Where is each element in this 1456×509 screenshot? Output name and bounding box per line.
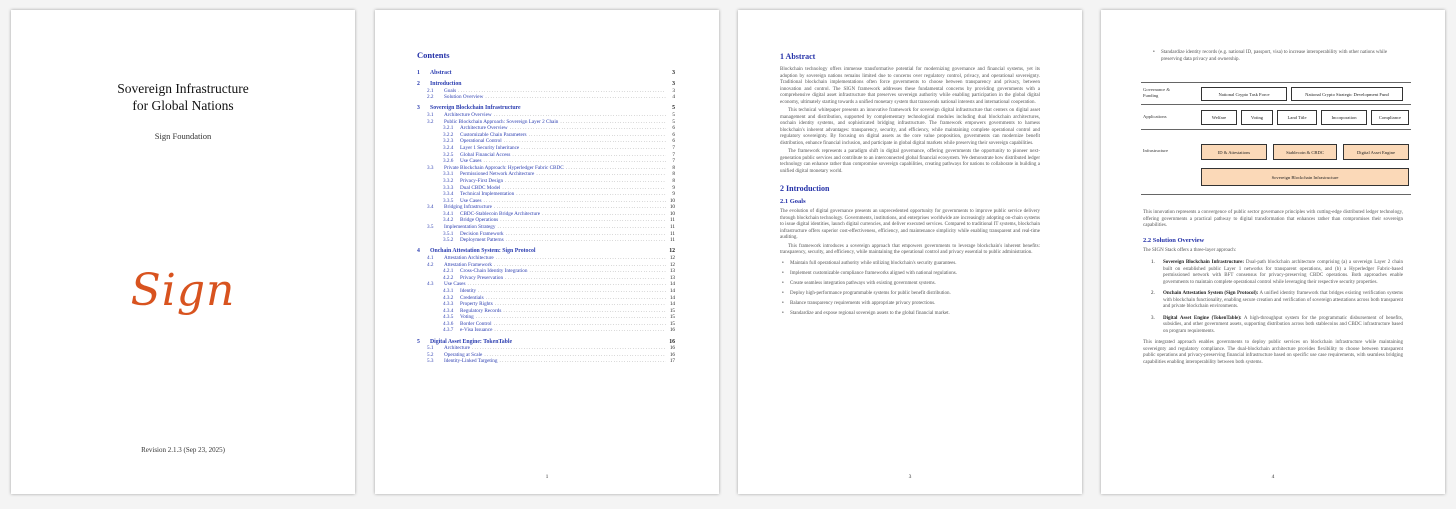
toc-entry-page: 16 xyxy=(669,345,675,352)
toc-leader-dots xyxy=(499,358,666,365)
solution-column xyxy=(1143,210,1403,366)
toc-entry[interactable] xyxy=(417,352,675,359)
toc-entry-page: 16 xyxy=(669,338,675,345)
toc-entry-number: 3.4 xyxy=(427,204,434,211)
toc-entry-title: Use Cases xyxy=(444,281,466,288)
toc-entry-title: Architecture xyxy=(444,345,470,352)
toc-leader-dots xyxy=(494,262,666,269)
toc-entry-page: 11 xyxy=(670,217,675,224)
list-item-text: Dual-path blockchain architecture comprising (a) a sovereign Layer 2 chain built on established public Layer 1 networks for transparent operations, and (b) a Hyperledger Fabric-based permissioned network with BFT consensus for privacy-preserving CBDC operations. Both approaches enable governments to maintain complete operational control while leveraging their respective security properties. xyxy=(1163,260,1403,285)
toc-entry[interactable] xyxy=(417,224,675,231)
toc-entry-page: 9 xyxy=(672,184,675,191)
toc-leader-dots xyxy=(476,314,666,321)
toc-leader-dots xyxy=(504,138,666,145)
toc-entry-number: 3.5.2 xyxy=(443,237,454,244)
page-number: 3 xyxy=(908,474,912,480)
table-of-contents xyxy=(417,70,675,365)
diagram-box-incorporation: Incorporation xyxy=(1321,110,1367,125)
toc-leader-dots xyxy=(484,352,666,359)
toc-entry-number: 3 xyxy=(417,105,420,112)
list-item: • Standardize identity records (e.g. national ID, passport, visa) to increase interoperability with other nations while preserving data privacy and ownership. xyxy=(1151,50,1403,63)
title-block xyxy=(11,80,355,141)
toc-entry-number: 3.2.4 xyxy=(443,144,454,151)
toc-entry-title: Technical Implementation xyxy=(460,191,515,198)
toc-leader-dots xyxy=(483,198,666,205)
toc-entry-title: Attestation Framework xyxy=(444,261,492,268)
abstract-paragraph-1: Blockchain technology offers immense transformative potential for modernizing governance and financial systems, yet its adoption by sovereign nations remains limited due to concerns over regulatory control, privacy, and operational sovereignty. Traditional blockchain implementations often force governments to choose between transparency and privacy, between innovation and control. The SIGN framework addresses these fundamental concerns by providing governments with a comprehensive digital asset infrastructure that preserves sovereign authority while enabling participation in the global digital economy, ultimately starting towards a unified monetary system that transcends national interests and international cooperation. xyxy=(780,67,1040,105)
toc-entry-page: 14 xyxy=(669,281,675,288)
toc-entry-number: 2.1 xyxy=(427,87,434,94)
toc-entry-number: 3.4.1 xyxy=(443,210,454,217)
diagram-box-digital-asset-engine: Digital Asset Engine xyxy=(1343,144,1409,160)
toc-entry-number: 3.5.1 xyxy=(443,230,454,237)
toc-entry-number: 3.2.2 xyxy=(443,131,454,138)
document-author: Sign Foundation xyxy=(154,131,212,141)
toc-entry[interactable] xyxy=(417,327,675,334)
toc-entry-page: 8 xyxy=(672,177,675,184)
toc-entry-number: 3.1 xyxy=(427,111,434,118)
list-item-title: Onchain Attestation System (Sign Protocol): xyxy=(1163,291,1259,296)
toc-entry-title: Privacy Preservation xyxy=(460,274,504,281)
toc-entry-number: 4.3.4 xyxy=(443,307,454,314)
diagram-box-welfare: Welfare xyxy=(1201,110,1237,125)
abstract-page xyxy=(738,10,1082,494)
goals-paragraph-1: The evolution of digital governance presents an unprecedented opportunity for governments to improve public service delivery through blockchain technology. Governments, institutions, and enterprises worldwide are increasingly adopting on-chain systems to issue digital identities, launch digital currencies, and deliver executed services. Compared to traditional IT systems, blockchain infrastructure offers superior cost-effectiveness, efficiency, and maintenance simplicity while enabling transparent and real-time auditing. xyxy=(780,209,1040,240)
toc-entry-page: 6 xyxy=(672,131,675,138)
diagram-box-voting: Voting xyxy=(1241,110,1273,125)
list-item-text: A unified identity framework that bridges existing verification systems with blockchain functionality, enabling secure creation and verification of sovereign attestations across both transparent and private blockchain environments. xyxy=(1163,291,1403,309)
goals-bullet-list xyxy=(780,261,1040,318)
list-item-title: Digital Asset Engine (TokenTable): xyxy=(1163,315,1242,321)
toc-entry-page: 16 xyxy=(669,351,675,358)
closing-paragraph: This integrated approach enables governments to deploy public services on blockchain infrastructure while maintaining sovereignty and regulatory compliance. The dual-blockchain architecture provides flexibility to choose between transparent public operations and privacy-preserving financial infrastructure based on specific use case requirements, with seamless bridging capabilities enabling interoperability between both systems. xyxy=(1143,340,1403,365)
contents-heading: Contents xyxy=(417,50,450,60)
abstract-heading: 1 Abstract xyxy=(780,52,816,61)
toc-entry-number: 5.1 xyxy=(427,345,434,352)
toc-entry-title: Public Blockchain Approach: Sovereign Layer 2 Chain xyxy=(444,118,559,125)
toc-entry[interactable] xyxy=(417,288,675,295)
toc-entry-title: Use Cases xyxy=(460,197,482,204)
top-bullet-list xyxy=(1151,50,1403,63)
toc-entry-title: Attestation Architecture xyxy=(444,254,494,261)
diagram-box-stablecoin-cbdc: Stablecoin & CBDC xyxy=(1273,144,1337,160)
toc-entry-title: Operational Control xyxy=(460,138,502,145)
list-item-number: 1. xyxy=(1151,260,1155,265)
toc-entry-page: 14 xyxy=(669,294,675,301)
toc-leader-dots xyxy=(495,301,666,308)
page-number: 1 xyxy=(545,474,549,480)
toc-leader-dots xyxy=(536,171,666,178)
diagram-box-id-attestations: ID & Attestations xyxy=(1201,144,1267,160)
toc-entry-page: 11 xyxy=(670,237,675,244)
toc-entry-page: 3 xyxy=(672,70,675,76)
goals-paragraph-2: This framework introduces a sovereign approach that empowers governments to leverage blockchain's inherent benefits: transparency, security, and efficiency, while maintaining the operational control and privacy essential to public administration. xyxy=(780,243,1040,255)
toc-entry-number: 3.3.5 xyxy=(443,197,454,204)
goals-heading: 2.1 Goals xyxy=(780,198,806,205)
toc-entry[interactable] xyxy=(417,88,675,95)
toc-entry-page: 10 xyxy=(669,210,675,217)
toc-entry-page: 14 xyxy=(669,287,675,294)
diagram-box-task-force: National Crypto Task Force xyxy=(1201,87,1287,101)
toc-entry-page: 5 xyxy=(672,118,675,125)
diagram-box-sovereign-blockchain: Sovereign Blockchain Infrastructure xyxy=(1201,168,1409,186)
toc-entry-number: 3.4.2 xyxy=(443,217,454,224)
toc-entry[interactable] xyxy=(417,314,675,321)
diagram-box-development-fund: National Crypto Strategic Development Fund xyxy=(1291,87,1403,101)
toc-entry-number: 3.3 xyxy=(427,164,434,171)
toc-entry[interactable] xyxy=(417,138,675,145)
toc-entry[interactable] xyxy=(417,262,675,269)
abstract-paragraph-3: The framework represents a paradigm shift in digital governance, offering governments the opportunity to pioneer next-generation public services and contribute to an interconnected global financial ecosystem. We demonstrate how distributed ledger technology can enhance rather than compromise sovereign capabilities, creating pathways for nations to collaborate in building a unified digital monetary world. xyxy=(780,149,1040,174)
toc-entry-number: 3.5 xyxy=(427,224,434,231)
list-item-number: 2. xyxy=(1151,291,1155,296)
toc-entry[interactable] xyxy=(417,211,675,218)
toc-entry-page: 3 xyxy=(672,87,675,94)
toc-entry[interactable] xyxy=(417,94,675,101)
toc-entry[interactable] xyxy=(417,119,675,126)
toc-entry-page: 14 xyxy=(669,301,675,308)
toc-entry[interactable] xyxy=(417,204,675,211)
toc-entry-title: Architecture Overview xyxy=(460,125,508,132)
diagram-divider xyxy=(1141,82,1411,83)
toc-entry-title: Voting xyxy=(460,314,474,321)
toc-entry-title: e-Visa Issuance xyxy=(460,327,493,334)
toc-leader-dots xyxy=(497,224,666,231)
toc-entry[interactable] xyxy=(417,178,675,185)
toc-entry-title: Credentials xyxy=(460,294,484,301)
toc-entry-page: 13 xyxy=(669,274,675,281)
abstract-paragraph-2: This technical whitepaper presents an innovative framework for sovereign digital infrastructure that centers on digital asset management and distribution, supported by complementary technological modules including dual blockchain architectures, onchain identity systems, and sophisticated bridging infrastructure. The framework empowers governments to harness blockchain's inherent advantages: transparency, security, and efficiency, while maintaining complete operational control and regulatory sovereignty. By focusing on digital assets as the core value proposition, governments can modernize benefit distribution, enhance financial inclusion, and participate in global digital markets while preserving their sovereign capabilities. xyxy=(780,108,1040,146)
list-item-text: A high-throughput system for the programmatic disbursement of benefits, subsidies, and other government assets, supporting distribution across both stablecoins and CBDC infrastructure based on program requirements. xyxy=(1163,315,1403,334)
toc-entry-title: Identity-Linked Targeting xyxy=(444,358,498,365)
toc-entry-page: 9 xyxy=(672,191,675,198)
toc-leader-dots xyxy=(505,275,666,282)
toc-entry[interactable] xyxy=(417,158,675,165)
toc-entry-number: 5 xyxy=(417,338,420,345)
toc-entry[interactable] xyxy=(417,105,675,112)
toc-leader-dots xyxy=(500,217,666,224)
toc-entry[interactable] xyxy=(417,185,675,192)
list-item-number: 3. xyxy=(1151,315,1155,321)
toc-leader-dots xyxy=(521,145,666,152)
toc-entry[interactable] xyxy=(417,125,675,132)
toc-entry-page: 7 xyxy=(672,144,675,151)
toc-entry-page: 12 xyxy=(669,261,675,268)
toc-entry-title: Border Control xyxy=(460,320,492,327)
toc-entry[interactable] xyxy=(417,268,675,275)
toc-entry-title: Bridging Infrastructure xyxy=(444,204,492,211)
toc-leader-dots xyxy=(494,112,666,119)
toc-entry-number: 3.3.2 xyxy=(443,177,454,184)
toc-entry-page: 7 xyxy=(672,158,675,165)
diagram-row-label-governance: Governance & Funding xyxy=(1143,87,1170,98)
toc-entry-title: Abstract xyxy=(430,70,452,76)
solution-numbered-list xyxy=(1143,260,1403,335)
solution-intro: The SIGN Stack offers a three-layer approach: xyxy=(1143,247,1237,253)
toc-entry-title: Identity xyxy=(460,287,477,294)
toc-entry-number: 5.3 xyxy=(427,358,434,365)
toc-entry-title: Property Rights xyxy=(460,301,493,308)
revision-label: Revision 2.1.3 (Sep 23, 2025) xyxy=(141,446,225,454)
diagram-divider xyxy=(1141,129,1411,130)
list-item: • Standardize and expose regional sovereign assets to the global financial market. xyxy=(780,311,1040,318)
toc-entry-title: CBDC-Stablecoin Bridge Architecture xyxy=(460,210,541,217)
toc-leader-dots xyxy=(496,255,666,262)
toc-entry-number: 4.1 xyxy=(427,254,434,261)
toc-entry-title: Privacy-First Design xyxy=(460,177,504,184)
toc-entry[interactable] xyxy=(417,275,675,282)
toc-entry-page: 5 xyxy=(672,105,675,112)
toc-entry-page: 15 xyxy=(669,314,675,321)
toc-entry[interactable] xyxy=(417,165,675,172)
toc-leader-dots xyxy=(486,295,666,302)
toc-entry[interactable] xyxy=(417,152,675,159)
toc-leader-dots xyxy=(506,231,666,238)
toc-entry-number: 3.3.4 xyxy=(443,191,454,198)
toc-entry-title: Global Financial Access xyxy=(460,151,511,158)
toc-leader-dots xyxy=(516,191,666,198)
toc-entry[interactable] xyxy=(417,112,675,119)
toc-leader-dots xyxy=(494,204,666,211)
toc-leader-dots xyxy=(503,308,666,315)
toc-entry[interactable] xyxy=(417,308,675,315)
toc-entry-title: Dual CBDC Model xyxy=(460,184,501,191)
toc-entry-title: Sovereign Blockchain Infrastructure xyxy=(430,105,521,112)
toc-leader-dots xyxy=(542,211,666,218)
diagram-divider xyxy=(1141,104,1411,105)
document-title-line-1: Sovereign Infrastructure xyxy=(117,81,249,96)
toc-entry-number: 4.3.3 xyxy=(443,301,454,308)
list-item: • Create seamless integration pathways with existing government systems. xyxy=(780,281,1040,288)
toc-entry-page: 12 xyxy=(669,254,675,261)
toc-leader-dots xyxy=(566,165,666,172)
toc-entry-number: 1 xyxy=(417,70,420,76)
sign-stack-diagram xyxy=(1141,82,1411,200)
toc-leader-dots xyxy=(483,158,666,165)
toc-entry-title: Introduction xyxy=(430,81,462,88)
toc-entry-number: 3.2 xyxy=(427,118,434,125)
toc-entry-page: 8 xyxy=(672,171,675,178)
toc-entry[interactable] xyxy=(417,339,675,346)
toc-entry-title: Deployment Patterns xyxy=(460,237,504,244)
toc-entry-title: Cross-Chain Identity Integration xyxy=(460,268,528,275)
toc-entry-title: Bridge Operations xyxy=(460,217,499,224)
toc-entry-page: 12 xyxy=(669,248,675,255)
toc-entry[interactable] xyxy=(417,132,675,139)
toc-entry-number: 4.3.2 xyxy=(443,294,454,301)
toc-entry-page: 15 xyxy=(669,320,675,327)
toc-entry-number: 4.3.5 xyxy=(443,314,454,321)
toc-entry[interactable] xyxy=(417,70,675,77)
toc-entry-page: 8 xyxy=(672,164,675,171)
toc-leader-dots xyxy=(494,321,666,328)
toc-leader-dots xyxy=(494,327,666,334)
toc-entry[interactable] xyxy=(417,231,675,238)
toc-leader-dots xyxy=(478,288,666,295)
toc-leader-dots xyxy=(506,237,666,244)
contents-page xyxy=(375,10,719,494)
toc-leader-dots xyxy=(502,185,666,192)
toc-entry[interactable] xyxy=(417,345,675,352)
toc-entry[interactable] xyxy=(417,171,675,178)
toc-entry-title: Regulatory Records xyxy=(460,307,502,314)
toc-entry-number: 2.2 xyxy=(427,94,434,101)
toc-entry-number: 4 xyxy=(417,248,420,255)
toc-entry-number: 3.3.3 xyxy=(443,184,454,191)
toc-entry-page: 15 xyxy=(669,307,675,314)
toc-entry[interactable] xyxy=(417,321,675,328)
toc-entry-number: 4.2.2 xyxy=(443,274,454,281)
toc-entry[interactable] xyxy=(417,281,675,288)
toc-entry-number: 4.3.6 xyxy=(443,320,454,327)
toc-entry-page: 4 xyxy=(672,94,675,101)
toc-entry[interactable] xyxy=(417,255,675,262)
toc-entry-title: Implementation Strategy xyxy=(444,224,496,231)
toc-entry-title: Layer 1 Security Inheritance xyxy=(460,144,520,151)
solution-page xyxy=(1101,10,1445,494)
page-number: 4 xyxy=(1271,474,1275,480)
toc-leader-dots xyxy=(510,125,666,132)
toc-entry-title: Goals xyxy=(444,87,457,94)
toc-entry-page: 16 xyxy=(669,327,675,334)
list-item: • Deploy high-performance programmable systems for public benefit distribution. xyxy=(780,291,1040,298)
toc-entry[interactable] xyxy=(417,217,675,224)
toc-entry-number: 4.3.1 xyxy=(443,287,454,294)
toc-leader-dots xyxy=(529,132,666,139)
solution-overview-heading: 2.2 Solution Overview xyxy=(1143,236,1205,244)
list-item-title: Sovereign Blockchain Infrastructure: xyxy=(1163,260,1245,265)
list-item xyxy=(1151,260,1403,286)
toc-leader-dots xyxy=(472,345,666,352)
toc-entry[interactable] xyxy=(417,248,675,255)
toc-entry-number: 4.3.7 xyxy=(443,327,454,334)
toc-entry-number: 4.2 xyxy=(427,261,434,268)
toc-entry-number: 4.2.1 xyxy=(443,268,454,275)
toc-entry-title: Operating at Scale xyxy=(444,351,483,358)
abstract-column xyxy=(780,52,1040,317)
toc-entry-page: 11 xyxy=(670,230,675,237)
toc-entry-page: 6 xyxy=(672,138,675,145)
toc-entry-number: 3.2.1 xyxy=(443,125,454,132)
sign-logo: Sign xyxy=(130,265,236,316)
diagram-box-land-title: Land Title xyxy=(1277,110,1317,125)
toc-leader-dots xyxy=(458,88,666,95)
toc-entry-title: Permissioned Network Architecture xyxy=(460,171,535,178)
toc-entry-page: 3 xyxy=(672,81,675,88)
toc-entry-title: Onchain Attestation System: Sign Protocol xyxy=(430,248,536,255)
toc-leader-dots xyxy=(485,94,666,101)
toc-entry[interactable] xyxy=(417,81,675,88)
toc-entry-title: Use Cases xyxy=(460,158,482,165)
toc-entry[interactable] xyxy=(417,358,675,365)
toc-entry-number: 5.2 xyxy=(427,351,434,358)
list-item: • Implement customizable compliance frameworks aligned with national regulations. xyxy=(780,271,1040,278)
list-item: • Balance transparency requirements with appropriate privacy protections. xyxy=(780,301,1040,308)
list-item xyxy=(1151,316,1403,336)
toc-entry-title: Decision Framework xyxy=(460,230,504,237)
diagram-row-label-infrastructure: Infrastructure xyxy=(1143,148,1168,153)
diagram-row-label-applications: Applications xyxy=(1143,114,1167,119)
diagram-divider xyxy=(1141,194,1411,195)
toc-entry-title: Private Blockchain Approach: Hyperledger Fabric CBDC xyxy=(444,164,564,171)
toc-entry[interactable] xyxy=(417,145,675,152)
toc-entry-title: Solution Overview xyxy=(444,94,484,101)
toc-entry[interactable] xyxy=(417,295,675,302)
toc-entry-page: 17 xyxy=(669,358,675,365)
toc-leader-dots xyxy=(505,178,666,185)
toc-entry[interactable] xyxy=(417,301,675,308)
toc-entry-page: 10 xyxy=(669,197,675,204)
toc-entry-page: 6 xyxy=(672,125,675,132)
document-title-line-2: for Global Nations xyxy=(132,98,234,113)
toc-entry-page: 10 xyxy=(669,204,675,211)
toc-entry-title: Customizable Chain Parameters xyxy=(460,131,527,138)
introduction-heading: 2 Introduction xyxy=(780,184,830,193)
list-item xyxy=(1151,291,1403,311)
toc-entry[interactable] xyxy=(417,237,675,244)
toc-entry-page: 13 xyxy=(669,268,675,275)
toc-entry-page: 11 xyxy=(670,224,675,231)
toc-entry[interactable] xyxy=(417,191,675,198)
toc-entry-page: 5 xyxy=(672,111,675,118)
toc-entry-number: 4.3 xyxy=(427,281,434,288)
toc-entry-title: Architecture Overview xyxy=(444,111,492,118)
toc-leader-dots xyxy=(467,281,666,288)
toc-entry-number: 3.2.3 xyxy=(443,138,454,145)
diagram-box-compliance: Compliance xyxy=(1371,110,1409,125)
toc-entry-number: 2 xyxy=(417,81,420,88)
toc-entry-number: 3.3.1 xyxy=(443,171,454,178)
toc-leader-dots xyxy=(529,268,666,275)
toc-entry-number: 3.2.6 xyxy=(443,158,454,165)
toc-leader-dots xyxy=(512,152,666,159)
list-item: • Maintain full operational authority while utilizing blockchain's security guarantees. xyxy=(780,261,1040,268)
toc-entry-page: 7 xyxy=(672,151,675,158)
diagram-caption-paragraph: This innovation represents a convergence of public sector governance principles with cutting-edge distributed ledger technology, offering governments a practical pathway to digital transformation that enhances rather than compromises their sovereign capabilities. xyxy=(1143,210,1403,228)
title-page xyxy=(11,10,355,494)
toc-entry-title: Digital Asset Engine: TokenTable xyxy=(430,338,513,345)
toc-entry-number: 3.2.5 xyxy=(443,151,454,158)
toc-leader-dots xyxy=(560,119,666,126)
